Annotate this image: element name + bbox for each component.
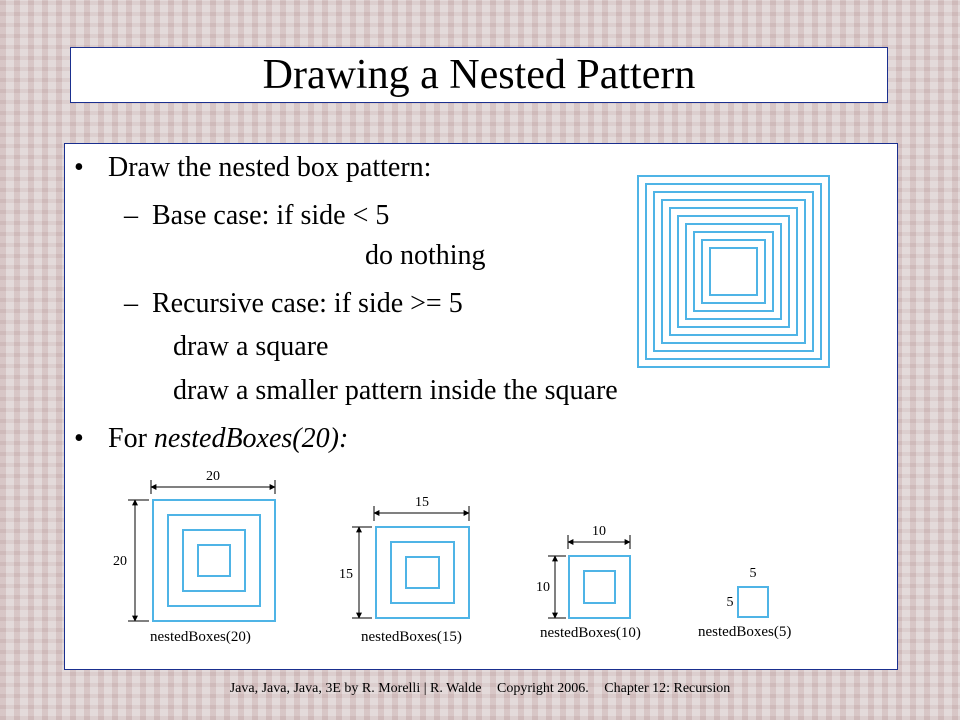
footer-chapter: Chapter 12: Recursion — [604, 681, 731, 696]
footer-credit: Java, Java, Java, 3E by R. Morelli | R. Walde — [229, 681, 482, 696]
figure-caption: nestedBoxes(15) — [361, 629, 462, 645]
nested-square — [686, 224, 781, 319]
slide-footer — [0, 681, 960, 697]
bullet-text — [108, 423, 348, 455]
bullet-text-italic: nestedBoxes(20): — [153, 423, 349, 454]
width-label: 20 — [206, 469, 220, 484]
nested-square — [702, 240, 765, 303]
nested-square — [670, 208, 797, 335]
height-label: 5 — [726, 595, 734, 610]
slide-title: Drawing a Nested Pattern — [262, 52, 696, 98]
title-frame — [70, 47, 888, 103]
sub-item-text: Recursive case: if side >= 5 — [152, 288, 463, 319]
figure-caption: nestedBoxes(20) — [150, 629, 251, 645]
content-frame — [64, 143, 898, 670]
sub-item-text: Base case: if side < 5 — [152, 200, 390, 231]
height-label: 10 — [536, 580, 550, 595]
nested-square — [710, 248, 757, 295]
nested-square — [646, 184, 821, 359]
figure-nestedboxes-10 — [536, 524, 641, 641]
recursion-steps-diagram — [105, 464, 885, 654]
sub-item-text: draw a smaller pattern inside the square — [173, 375, 618, 406]
bullet-glyph: • — [74, 152, 84, 183]
nested-square — [638, 176, 829, 367]
height-label: 15 — [339, 567, 353, 582]
figure-nestedboxes-5 — [698, 566, 791, 640]
bullet-glyph: • — [74, 423, 84, 454]
footer-copyright: Copyright 2006. — [497, 681, 589, 696]
figure-nestedboxes-15 — [339, 495, 469, 645]
bullet-text-prefix: For — [108, 423, 154, 454]
width-label: 10 — [592, 524, 606, 539]
figure-caption: nestedBoxes(5) — [698, 624, 792, 640]
width-label: 15 — [415, 495, 429, 510]
width-label: 5 — [749, 566, 757, 581]
sub-item-text: draw a square — [173, 331, 329, 362]
nested-pattern-graphic — [635, 173, 835, 373]
bullet-text: Draw the nested box pattern: — [108, 152, 432, 183]
sub-dash: – — [124, 200, 138, 231]
figure-nestedboxes-20 — [113, 469, 275, 645]
height-label: 20 — [113, 554, 127, 569]
nested-square — [694, 232, 773, 311]
sub-dash: – — [124, 288, 138, 319]
figure-caption: nestedBoxes(10) — [540, 625, 641, 641]
nested-square — [662, 200, 805, 343]
sub-item-text: do nothing — [365, 240, 486, 271]
